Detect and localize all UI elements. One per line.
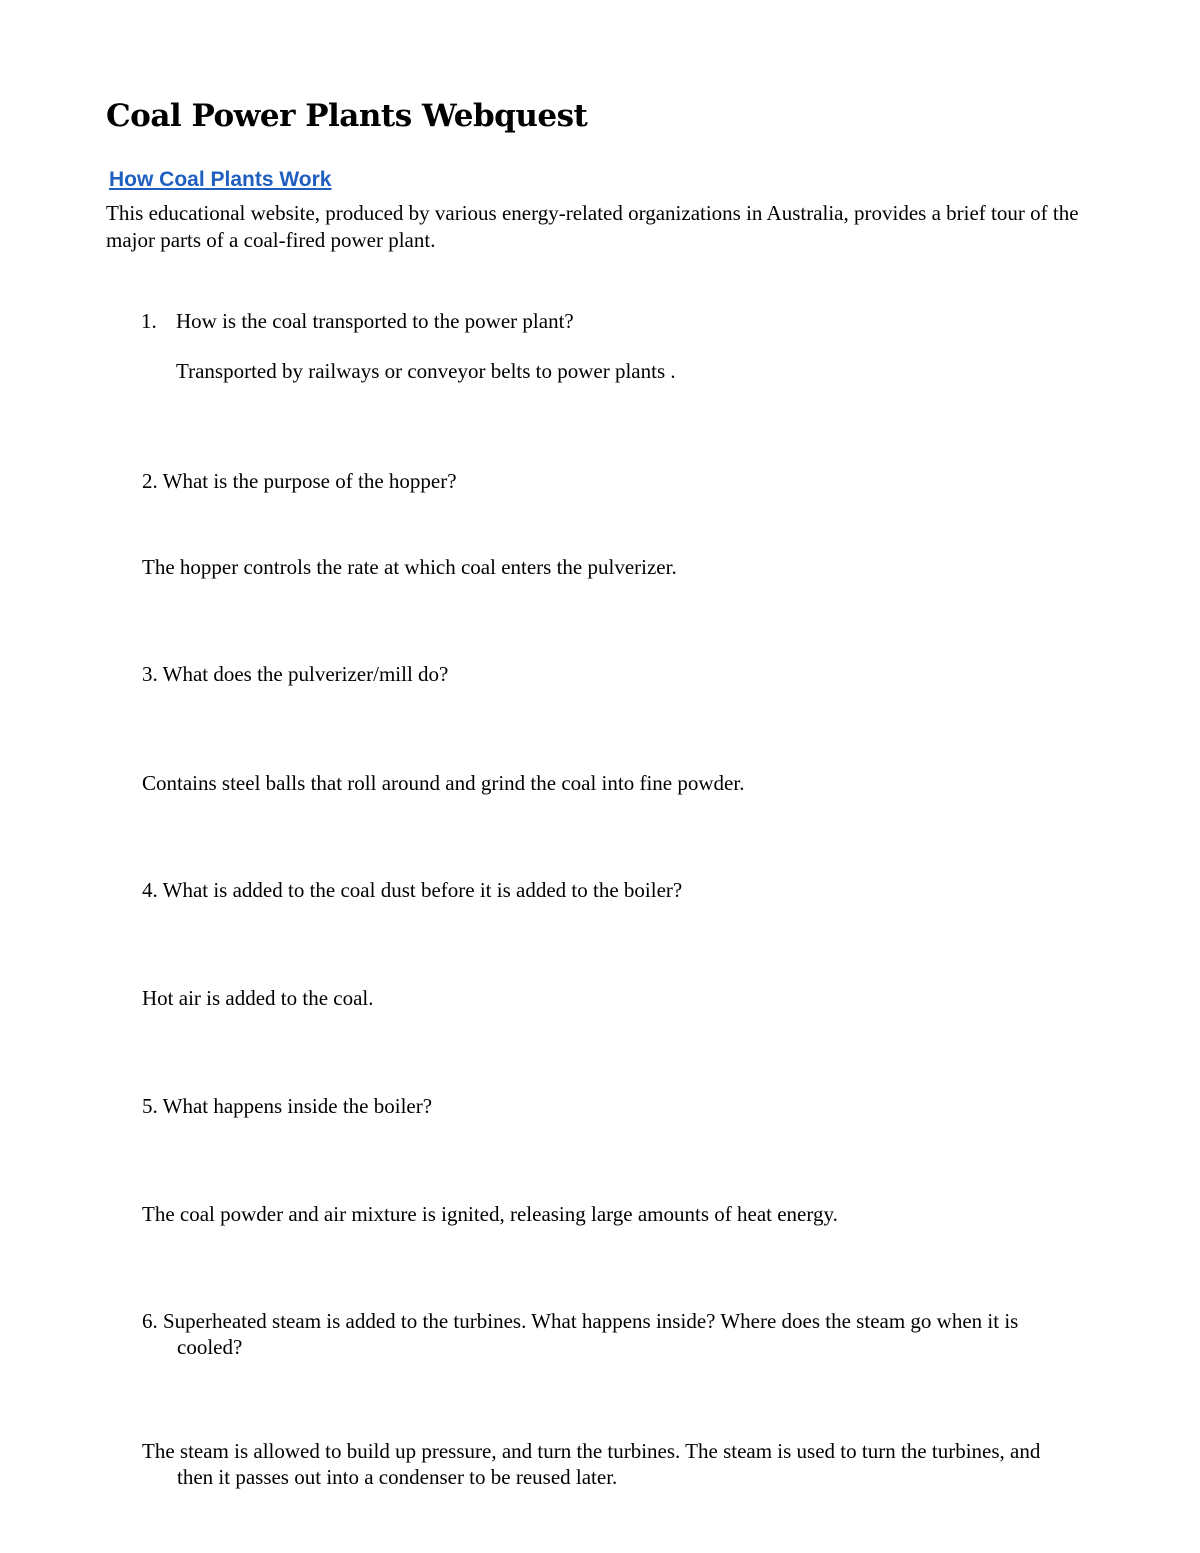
answer-1: Transported by railways or conveyor belts to power plants . — [176, 359, 676, 383]
answer-6: The steam is allowed to build up pressure, and turn the turbines. The steam is used to turn the turbines, and then it passes out into a condenser to be reused later. — [142, 1439, 1041, 1489]
question-4: 4. What is added to the coal dust before it is added to the boiler? — [142, 878, 683, 902]
question-1-number: 1. — [141, 309, 157, 333]
answer-2: The hopper controls the rate at which coal enters the pulverizer. — [142, 555, 677, 579]
page-title: Coal Power Plants Webquest — [106, 98, 588, 134]
answer-5: The coal powder and air mixture is ignited, releasing large amounts of heat energy. — [142, 1202, 838, 1226]
answer-3: Contains steel balls that roll around and grind the coal into fine powder. — [142, 771, 745, 795]
intro-paragraph: This educational website, produced by various energy-related organizations in Australia, provides a brief tour of the major parts of a coal-fired power plant. — [106, 201, 1079, 252]
question-2: 2. What is the purpose of the hopper? — [142, 469, 457, 493]
question-1: How is the coal transported to the power plant? — [176, 309, 574, 333]
question-5: 5. What happens inside the boiler? — [142, 1094, 433, 1118]
how-coal-plants-work-link[interactable]: How Coal Plants Work — [109, 168, 332, 191]
question-6: 6. Superheated steam is added to the turbines. What happens inside? Where does the steam go when it is cooled? — [142, 1309, 1019, 1359]
question-3: 3. What does the pulverizer/mill do? — [142, 662, 449, 686]
answer-4: Hot air is added to the coal. — [142, 986, 374, 1010]
